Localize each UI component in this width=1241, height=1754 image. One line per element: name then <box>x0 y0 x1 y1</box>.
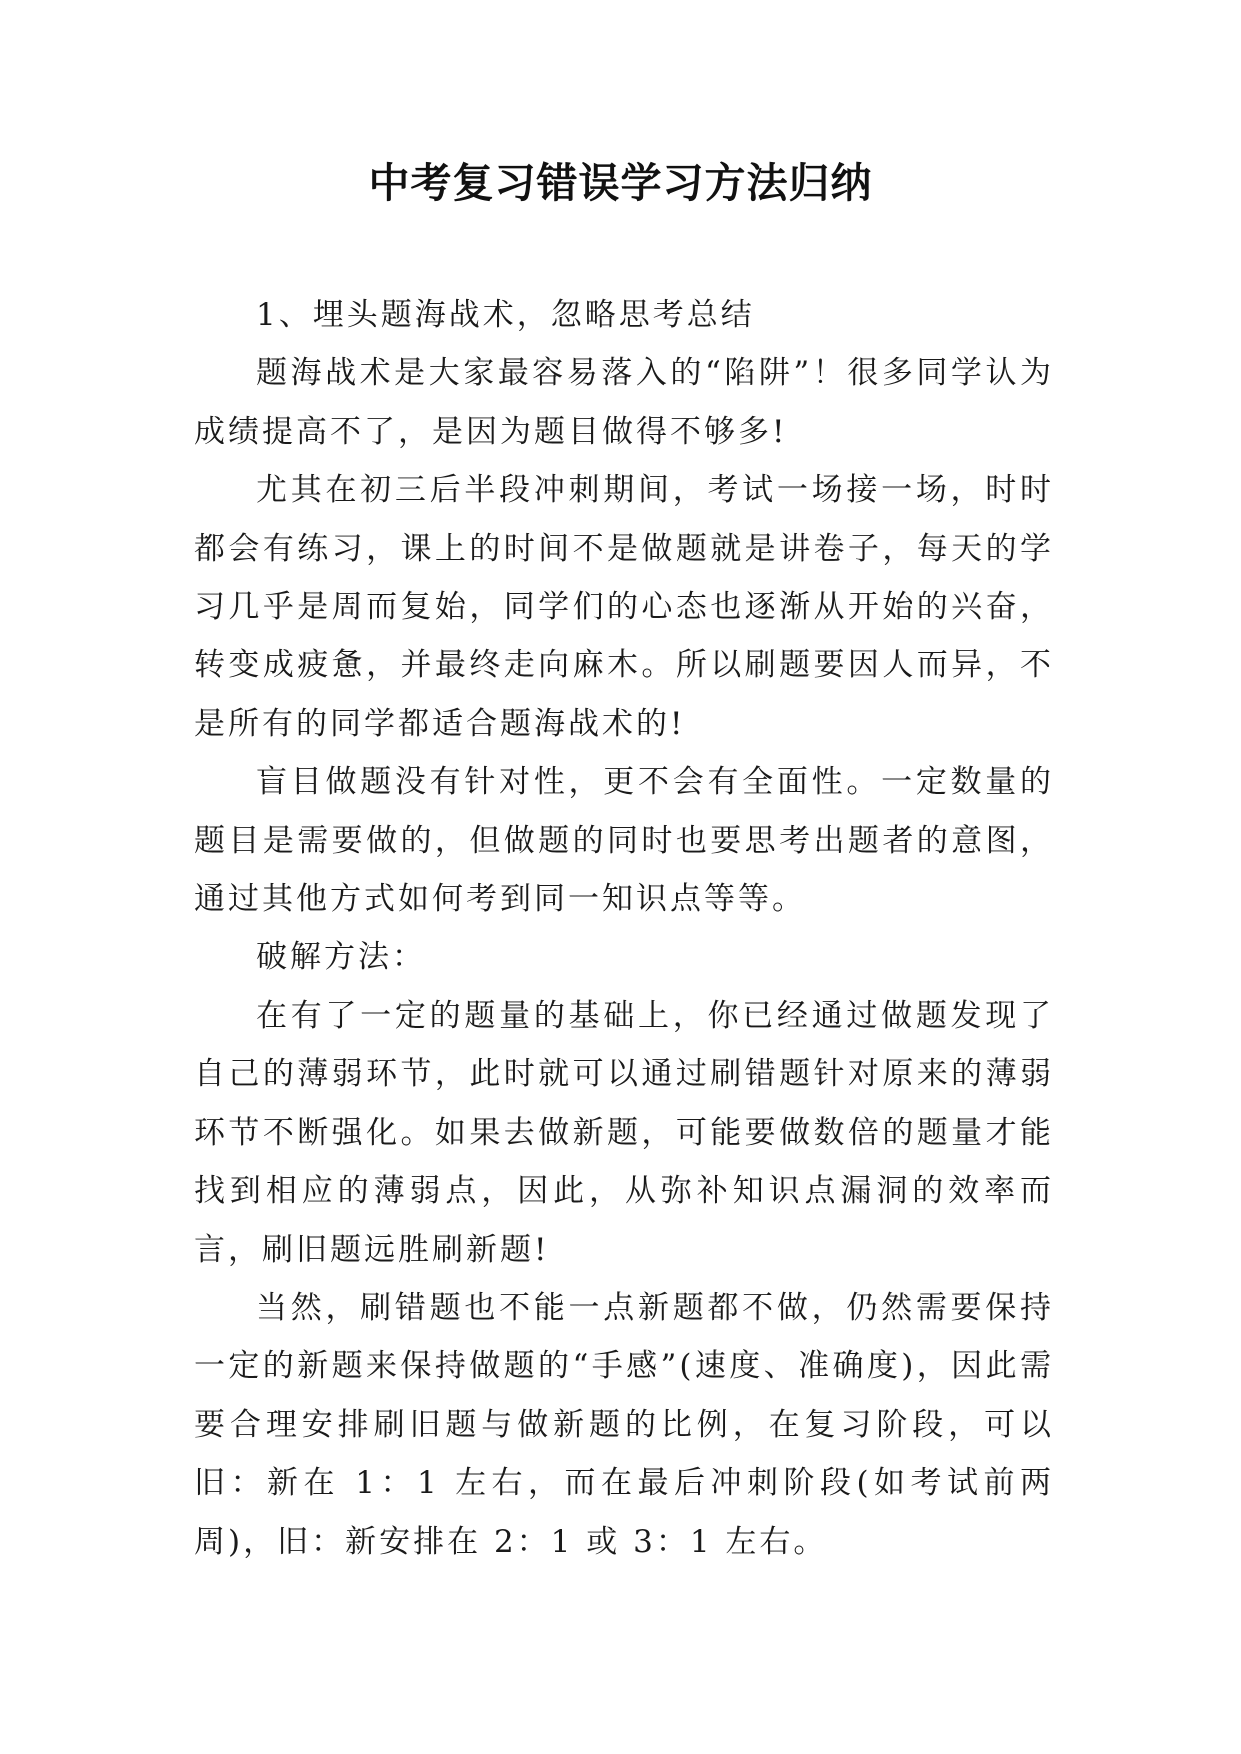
paragraph: 在有了一定的题量的基础上，你已经通过做题发现了自己的薄弱环节，此时就可以通过刷错题针对原来的薄弱环节不断强化。如果去做新题，可能要做数倍的题量才能找到相应的薄弱点，因此，从弥补知识点漏洞的效率而言，刷旧题远胜刷新题! <box>194 997 1054 1268</box>
paragraph: 题海战术是大家最容易落入的“陷阱”！很多同学认为成绩提高不了，是因为题目做得不够多! <box>194 355 1054 450</box>
paragraph: 尤其在初三后半段冲刺期间，考试一场接一场，时时都会有练习，课上的时间不是做题就是讲卷子，每天的学习几乎是周而复始，同学们的心态也逐渐从开始的兴奋，转变成疲惫，并最终走向麻木。所以刷题要因人而异，不是所有的同学都适合题海战术的! <box>194 472 1054 742</box>
paragraph: 当然，刷错题也不能一点新题都不做，仍然需要保持一定的新题来保持做题的“手感”(速度、准确度)，因此需要合理安排刷旧题与做新题的比例，在复习阶段，可以旧：新在 1：1 左右，而在最后冲刺阶段(如考试前两周)，旧：新安排在 2：1 或 3：1 左右。 <box>194 1289 1054 1560</box>
section-heading: 1、埋头题海战术，忽略思考总结 <box>256 297 755 333</box>
subheading: 破解方法： <box>256 939 426 976</box>
document-body <box>194 286 1054 1571</box>
paragraph: 盲目做题没有针对性，更不会有全面性。一定数量的题目是需要做的，但做题的同时也要思考出题者的意图，通过其他方式如何考到同一知识点等等。 <box>194 764 1054 918</box>
document-title: 中考复习错误学习方法归纳 <box>368 159 873 207</box>
